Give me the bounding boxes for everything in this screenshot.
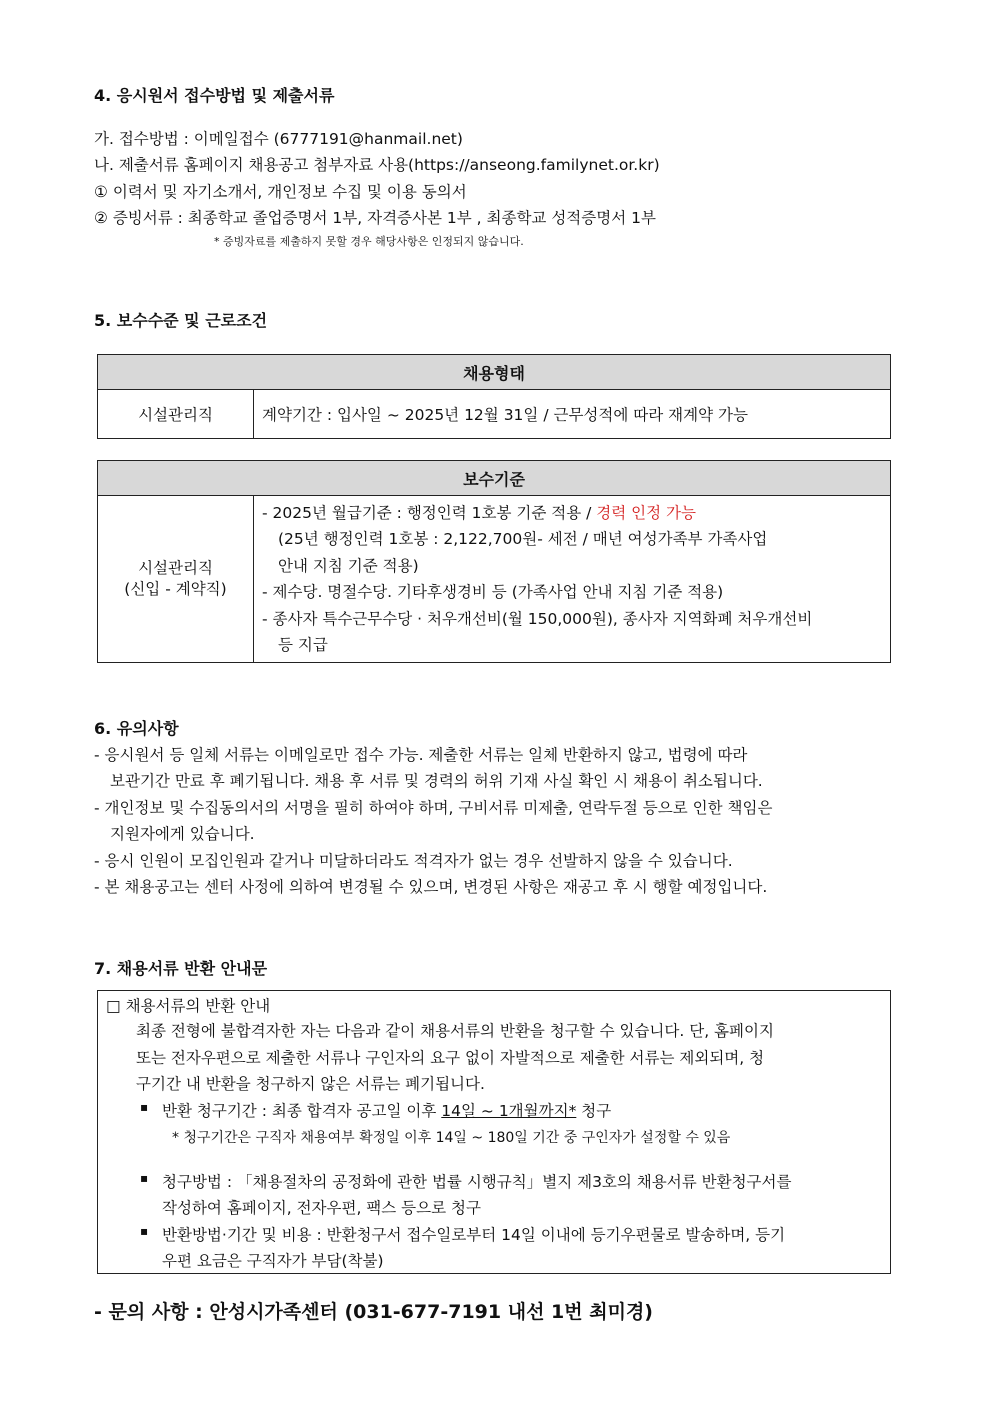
return-period-range: 14일 ~ 1개월까지* bbox=[441, 1102, 577, 1120]
bullet-icon: ▪ bbox=[140, 1171, 149, 1185]
salary-label-line2: (신입 - 계약직) bbox=[124, 580, 227, 598]
notice-line-4: 지원자에게 있습니다. bbox=[110, 825, 255, 843]
salary-table bbox=[97, 460, 891, 663]
return-period-suffix: 청구 bbox=[576, 1102, 612, 1120]
salary-line-6: 등 지급 bbox=[278, 636, 328, 654]
return-method-line-2: 작성하여 홈페이지, 전자우편, 팩스 등으로 청구 bbox=[162, 1199, 481, 1217]
notice-line-1: - 응시원서 등 일체 서류는 이메일로만 접수 가능. 제출한 서류는 일체 반환하지 않고, 법령에 따라 bbox=[94, 746, 748, 764]
salary-line-1 bbox=[262, 500, 890, 527]
s4-item-2: ② 증빙서류 : 최종학교 졸업증명서 1부, 자격증사본 1부 , 최종학교 성적증명서 1부 bbox=[94, 209, 656, 227]
contact-info: - 문의 사항 : 안성시가족센터 (031-677-7191 내선 1번 최미경) bbox=[94, 1301, 653, 1323]
notice-line-2: 보관기간 만료 후 폐기됩니다. 채용 후 서류 및 경력의 허위 기재 사실 확인 시 채용이 취소됩니다. bbox=[110, 772, 763, 790]
employment-type-header: 채용형태 bbox=[98, 355, 891, 390]
s4-note: * 증빙자료를 제출하지 못할 경우 해당사항은 인정되지 않습니다. bbox=[214, 235, 524, 248]
s4-documents: 나. 제출서류 홈페이지 채용공고 첨부자료 사용(https://anseong.familynet.or.kr) bbox=[94, 156, 660, 174]
return-period-label: 반환 청구기간 : 최종 합격자 공고일 이후 bbox=[162, 1102, 442, 1120]
employment-type-value: 계약기간 : 입사일 ~ 2025년 12월 31일 / 근무성적에 따라 재계약 가능 bbox=[254, 390, 891, 439]
notice-line-5: - 응시 인원이 모집인원과 같거나 미달하더라도 적격자가 없는 경우 선발하지 않을 수 있습니다. bbox=[94, 852, 733, 870]
employment-type-table bbox=[97, 354, 891, 439]
notice-line-3: - 개인정보 및 수집동의서의 서명을 필히 하여야 하며, 구비서류 미제출, 연락두절 등으로 인한 책임은 bbox=[94, 799, 773, 817]
notice-line-6: - 본 채용공고는 센터 사정에 의하여 변경될 수 있으며, 변경된 사항은 재공고 후 시 행할 예정입니다. bbox=[94, 878, 768, 896]
return-para-3: 구기간 내 반환을 청구하지 않은 서류는 폐기됩니다. bbox=[136, 1075, 485, 1093]
salary-label bbox=[98, 496, 254, 663]
return-cost-line-2: 우편 요금은 구직자가 부담(착불) bbox=[162, 1252, 384, 1270]
employment-type-label: 시설관리직 bbox=[98, 390, 254, 439]
return-notice-box bbox=[97, 990, 891, 1274]
bullet-icon: ▪ bbox=[140, 1100, 149, 1114]
return-period-note: * 청구기간은 구직자 채용여부 확정일 이후 14일 ~ 180일 기간 중 구인자가 설정할 수 있음 bbox=[172, 1130, 731, 1146]
section-6-heading: 6. 유의사항 bbox=[94, 719, 179, 738]
s4-method: 가. 접수방법 : 이메일접수 (6777191@hanmail.net) bbox=[94, 130, 463, 148]
salary-label-line1: 시설관리직 bbox=[138, 559, 213, 577]
return-para-1: 최종 전형에 불합격자한 자는 다음과 같이 채용서류의 반환을 청구할 수 있습니다. 단, 홈페이지 bbox=[136, 1022, 774, 1040]
salary-line-2: (25년 행정인력 1호봉 : 2,122,700원- 세전 / 매년 여성가족부 가족사업 bbox=[278, 530, 768, 548]
career-recognition-note: 경력 인정 가능 bbox=[596, 503, 696, 522]
return-notice-title: □ 채용서류의 반환 안내 bbox=[106, 997, 271, 1015]
salary-header: 보수기준 bbox=[98, 461, 891, 496]
salary-details bbox=[254, 496, 891, 663]
return-method-line-1: 청구방법 : 「채용절차의 공정화에 관한 법률 시행규칙」별지 제3호의 채용서류 반환청구서를 bbox=[162, 1173, 792, 1191]
return-para-2: 또는 전자우편으로 제출한 서류나 구인자의 요구 없이 자발적으로 제출한 서류는 제외되며, 청 bbox=[136, 1049, 765, 1067]
return-cost-line-1: 반환방법·기간 및 비용 : 반환청구서 접수일로부터 14일 이내에 등기우편물로 발송하며, 등기 bbox=[162, 1226, 786, 1244]
return-period bbox=[162, 1099, 611, 1121]
salary-line-1-text: - 2025년 월급기준 : 행정인력 1호봉 기준 적용 / bbox=[262, 503, 597, 522]
section-4-heading: 4. 응시원서 접수방법 및 제출서류 bbox=[94, 86, 335, 105]
salary-line-5: - 종사자 특수근무수당 · 처우개선비(월 150,000원), 종사자 지역화폐 처우개선비 bbox=[262, 609, 813, 628]
salary-line-4: - 제수당. 명절수당. 기타후생경비 등 (가족사업 안내 지침 기준 적용) bbox=[262, 583, 724, 601]
section-5-heading: 5. 보수수준 및 근로조건 bbox=[94, 311, 268, 330]
section-7-heading: 7. 채용서류 반환 안내문 bbox=[94, 959, 268, 978]
bullet-icon: ▪ bbox=[140, 1224, 149, 1238]
s4-item-1: ① 이력서 및 자기소개서, 개인정보 수집 및 이용 동의서 bbox=[94, 183, 467, 201]
salary-line-3: 안내 지침 기준 적용) bbox=[278, 556, 419, 575]
